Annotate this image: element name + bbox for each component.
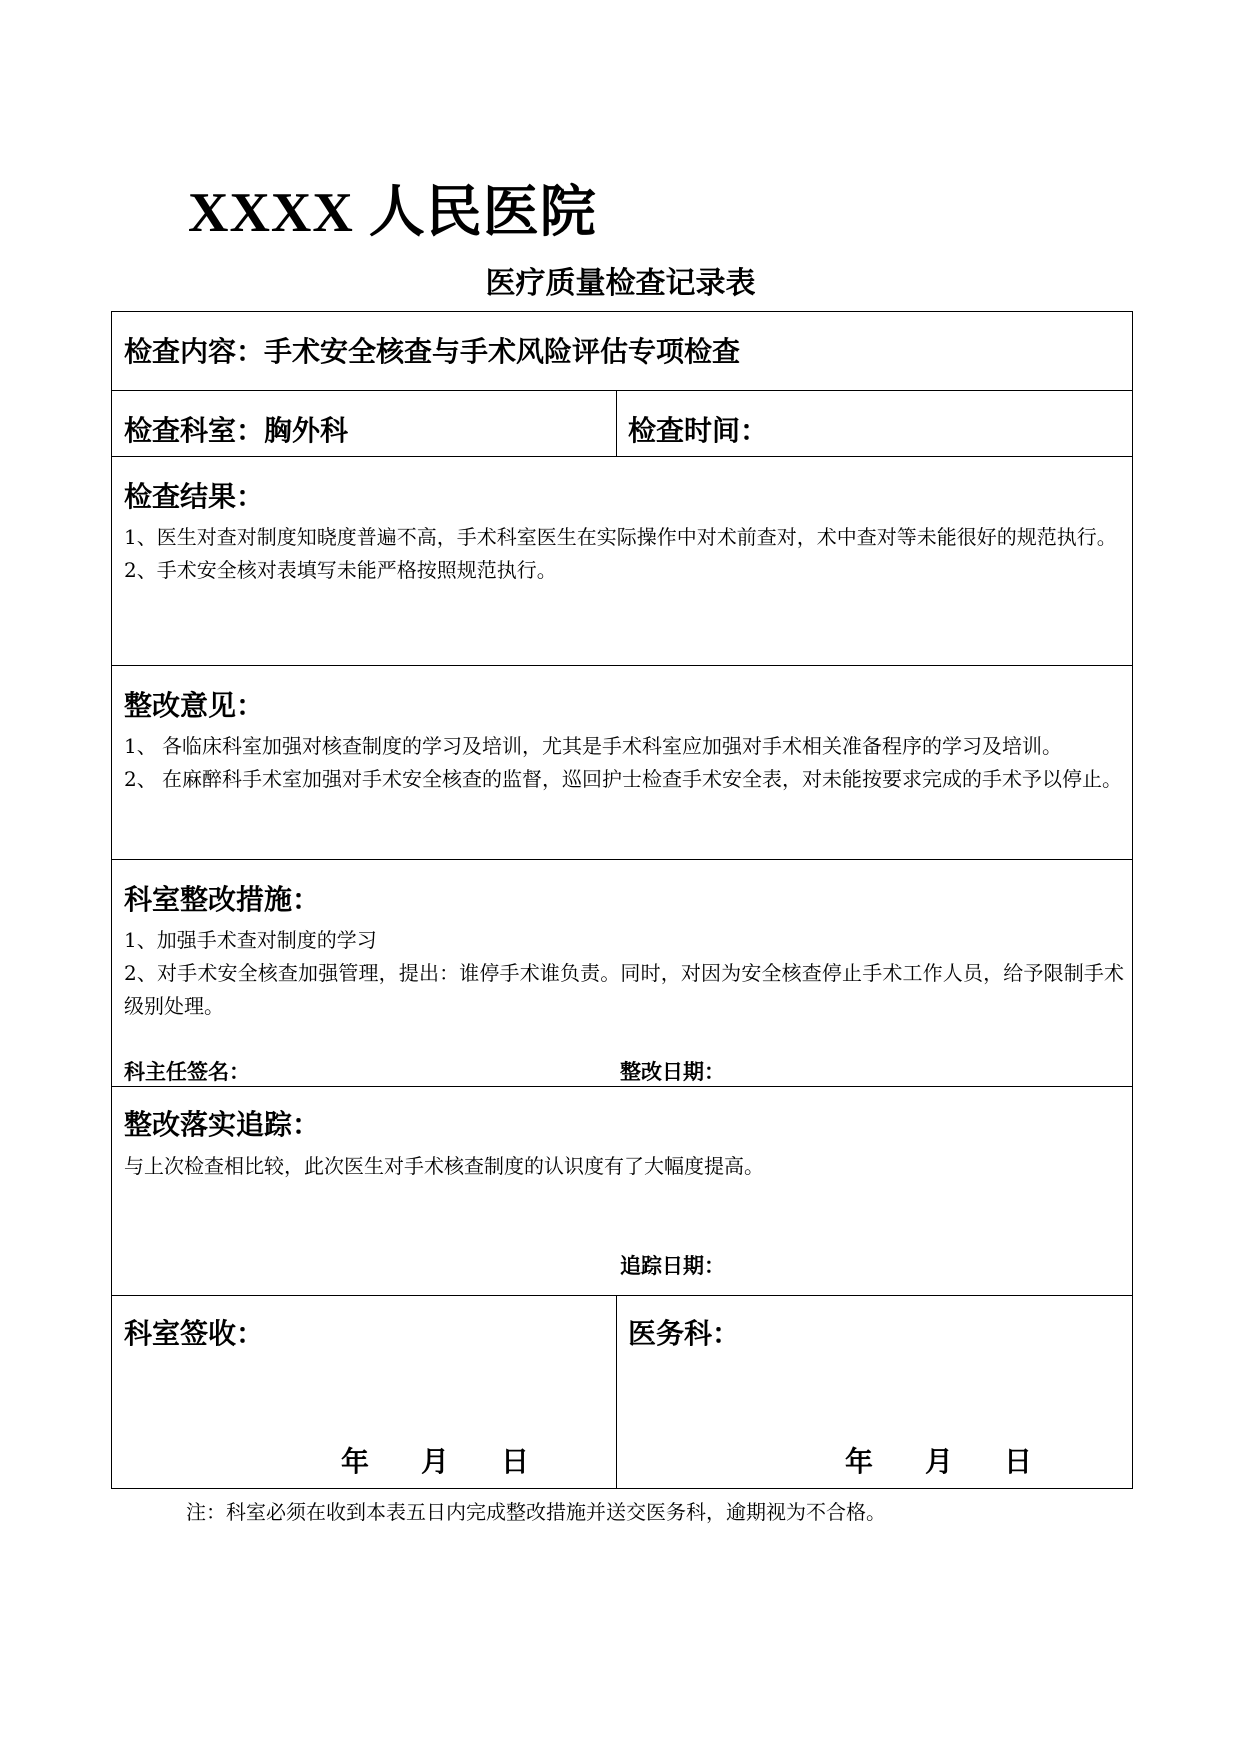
results-list: [124, 521, 1124, 587]
row-divider: [111, 1086, 1133, 1087]
medical-affairs-heading: 医务科：: [628, 1317, 741, 1350]
department-label: 检查科室：胸外科: [124, 414, 349, 447]
director-signature-label: 科主任签名：: [124, 1060, 250, 1084]
form-title: 医疗质量检查记录表: [485, 266, 756, 301]
opinion-item: [124, 730, 1124, 763]
tracking-heading: 整改落实追踪：: [124, 1108, 321, 1141]
results-item: 2、手术安全核对表填写未能严格按照规范执行。: [124, 558, 557, 582]
dept-receipt-heading: 科室签收：: [124, 1317, 265, 1350]
opinions-heading: 整改意见：: [124, 689, 265, 722]
opinion-item: [124, 763, 1124, 796]
opinion-text: 各临床科室加强对核查制度的学习及培训，尤其是手术科室应加强对手术相关准备程序的学习及培训。: [162, 734, 1062, 758]
opinion-text: 在麻醉科手术室加强对手术安全核查的监督，巡回护士检查手术安全表，对未能按要求完成的手术予以停止。: [162, 767, 1122, 791]
opinions-list: [124, 730, 1124, 796]
opinion-number: 1、: [124, 734, 157, 758]
dept-receipt-year: 年: [341, 1445, 370, 1478]
row-divider: [111, 859, 1133, 860]
opinion-number: 2、: [124, 767, 157, 791]
row-divider: [111, 1295, 1133, 1296]
inspection-content: 检查内容：手术安全核查与手术风险评估专项检查: [124, 335, 741, 368]
results-item: 1、医生对查对制度知晓度普遍不高，手术科室医生在实际操作中对术前查对，术中查对等未能很好的规范执行。: [124, 525, 1117, 549]
medical-affairs-year: 年: [845, 1445, 874, 1478]
results-heading: 检查结果：: [124, 480, 265, 513]
measures-item: 2、对手术安全核查加强管理，提出：谁停手术谁负责。同时，对因为安全核查停止手术工作人员，给予限制手术级别处理。: [124, 961, 1124, 1018]
measures-item: 1、加强手术查对制度的学习: [124, 928, 377, 952]
row-divider: [111, 456, 1133, 457]
row-divider: [111, 390, 1133, 391]
measures-heading: 科室整改措施：: [124, 883, 321, 916]
medical-affairs-day: 日: [1004, 1445, 1033, 1478]
column-divider: [616, 390, 617, 456]
track-date-label: 追踪日期：: [620, 1254, 725, 1278]
hospital-name: XXXX 人民医院: [188, 182, 597, 244]
dept-receipt-month: 月: [421, 1445, 450, 1478]
column-divider: [616, 1295, 617, 1489]
inspection-time-label: 检查时间：: [628, 414, 769, 447]
row-divider: [111, 665, 1133, 666]
medical-affairs-month: 月: [925, 1445, 954, 1478]
tracking-text: 与上次检查相比较，此次医生对手术核查制度的认识度有了大幅度提高。: [124, 1154, 764, 1178]
footnote: 注：科室必须在收到本表五日内完成整改措施并送交医务科，逾期视为不合格。: [186, 1500, 886, 1524]
dept-receipt-day: 日: [501, 1445, 530, 1478]
rectify-date-label: 整改日期：: [620, 1060, 725, 1084]
measures-list: [124, 924, 1124, 1023]
